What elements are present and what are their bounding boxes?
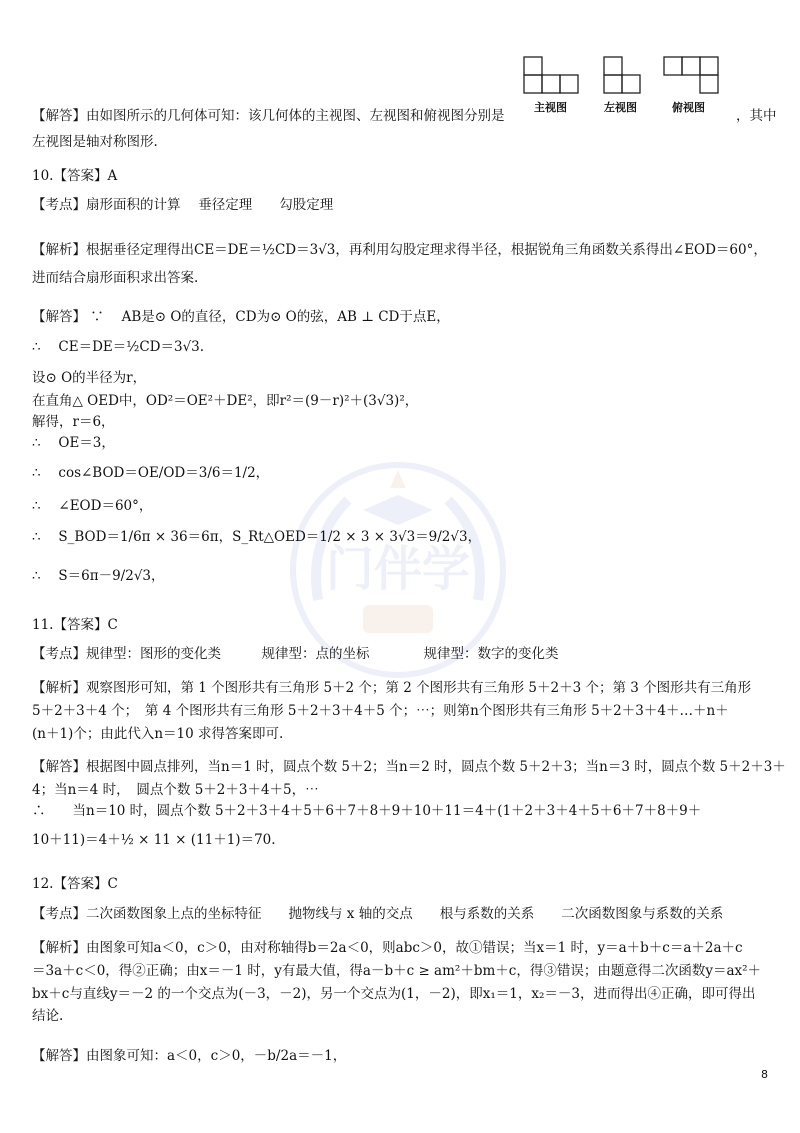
text-line: 4；当n＝4 时， 圆点个数 5＋2＋3＋4＋5，⋯ bbox=[32, 782, 319, 798]
page-number: 8 bbox=[761, 1068, 768, 1081]
text-line: 【解析】观察图形可知，第 1 个图形共有三角形 5＋2 个；第 2 个图形共有三角形 5＋2＋3 个；第 3 个图形共有三角形 bbox=[32, 680, 752, 696]
text-line: 进而结合扇形面积求出答案. bbox=[32, 270, 199, 286]
text-line: 【考点】扇形面积的计算 垂径定理 勾股定理 bbox=[32, 197, 334, 213]
text-line: 【解答】由图象可知：a＜0，c＞0，－b/2a＝－1， bbox=[32, 1048, 347, 1064]
text-line: ，其中 bbox=[736, 108, 777, 124]
text-line: 【解答】根据图中圆点排列，当n＝1 时，圆点个数 5＋2；当n＝2 时，圆点个数 5＋2＋3；当n＝3 时，圆点个数 5＋2＋3＋ bbox=[32, 759, 786, 775]
text-line: 解得，r＝6， bbox=[32, 414, 115, 430]
text-line: ∴ OE＝3， bbox=[32, 435, 115, 451]
text-line: 5＋2＋3＋4 个； 第 4 个图形共有三角形 5＋2＋3＋4＋5 个；⋯；则第n个图形共有三角形 5＋2＋3＋4＋…＋n＋ bbox=[32, 703, 729, 719]
text-line: ＝3a＋c＜0，得②正确；由x＝－1 时，y有最大值，得a－b＋c ≥ am²＋bm＋c，得③错误；由题意得二次函数y＝ax²＋ bbox=[32, 963, 762, 979]
text-line: 【考点】二次函数图象上点的坐标特征 抛物线与 x 轴的交点 根与系数的关系 二次函数图象与系数的关系 bbox=[32, 906, 724, 922]
three-views-drawing bbox=[522, 55, 732, 99]
text-line: 【解答】由如图所示的几何体可知：该几何体的主视图、左视图和俯视图分别是 bbox=[32, 108, 505, 124]
text-line: ∴ CE＝DE＝½CD＝3√3. bbox=[32, 339, 205, 355]
text-line: 在直角△ OED中，OD²＝OE²＋DE²，即r²＝(9－r)²＋(3√3)²， bbox=[32, 393, 419, 409]
text-line: ∴ S＝6π－9/2√3， bbox=[32, 568, 165, 584]
section-heading: 11.【答案】C bbox=[32, 617, 118, 633]
text-line: 【解析】根据垂径定理得出CE＝DE＝½CD＝3√3，再利用勾股定理求得半径，根据锐角三角函数关系得出∠EOD＝60°， bbox=[32, 242, 767, 258]
top-view-caption: 俯视图 bbox=[672, 101, 705, 114]
svg-text:门伴学: 门伴学 bbox=[325, 541, 471, 597]
text-line: 【解析】由图象可知a＜0，c＞0，由对称轴得b＝2a＜0，则abc＞0，故①错误；当x＝1 时，y＝a＋b＋c＝a＋2a＋c bbox=[32, 940, 743, 956]
text-line: ∴ S_BOD＝1/6π × 36＝6π，S_Rt△OED＝1/2 × 3 × 3√3＝9/2√3， bbox=[32, 529, 482, 545]
left-view-caption: 左视图 bbox=[604, 101, 637, 114]
text-line: ∴ cos∠BOD＝OE/OD＝3/6＝1/2， bbox=[32, 465, 270, 481]
text-line: ∴ 当n＝10 时，圆点个数 5＋2＋3＋4＋5＋6＋7＋8＋9＋10＋11＝4＋(1＋2＋3＋4＋5＋6＋7＋8＋9＋ bbox=[32, 803, 702, 819]
text-line: 结论. bbox=[32, 1008, 64, 1024]
text-line: (n＋1)个；由此代入n＝10 求得答案即可. bbox=[32, 726, 284, 742]
text-line: bx＋c与直线y＝－2 的一个交点为(－3，－2)，另一个交点为(1，－2)，即x₁＝1，x₂＝－3，进而得出④正确，即可得出 bbox=[32, 986, 756, 1002]
text-line: 左视图是轴对称图形. bbox=[32, 134, 158, 150]
text-line: ∴ ∠EOD＝60°， bbox=[32, 498, 153, 514]
text-line: 【考点】规律型：图形的变化类 规律型：点的坐标 规律型：数字的变化类 bbox=[32, 646, 559, 662]
front-view-caption: 主视图 bbox=[534, 101, 567, 114]
section-heading: 10.【答案】A bbox=[32, 168, 118, 184]
text-line: 设⊙ O的半径为r， bbox=[32, 370, 147, 386]
text-line: 10＋11)＝4＋½ × 11 × (11＋1)＝70. bbox=[32, 832, 276, 848]
section-heading: 12.【答案】C bbox=[32, 876, 118, 892]
text-line: 【解答】 ∵ AB是⊙ O的直径，CD为⊙ O的弦，AB ⊥ CD于点E， bbox=[32, 309, 450, 325]
